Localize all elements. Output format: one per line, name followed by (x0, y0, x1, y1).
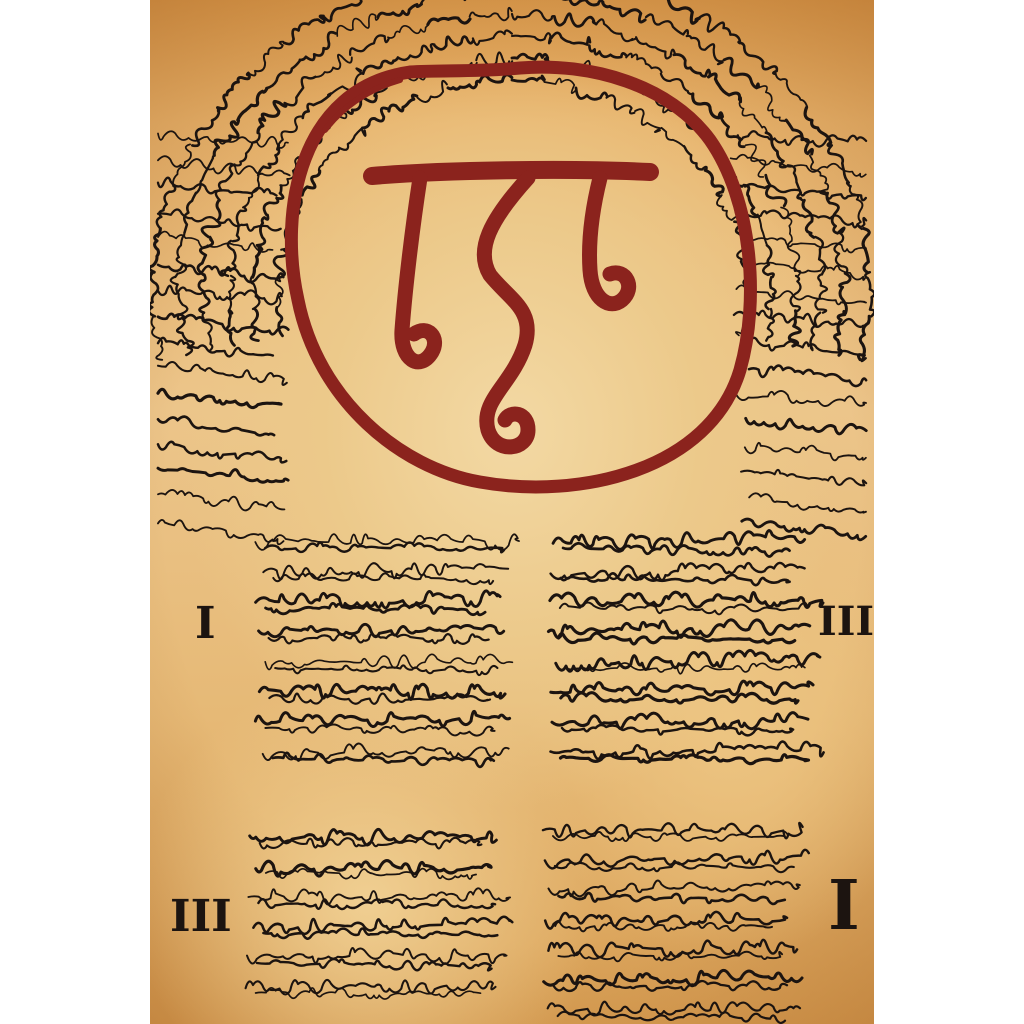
sigil-middle-stem (484, 178, 528, 447)
sigil-left-stem (402, 178, 435, 362)
sigil-icon (291, 67, 750, 487)
sigil-right-stem (589, 178, 628, 304)
numeral-iii-top-right: III (818, 598, 874, 645)
numeral-i-top-left: I (195, 598, 216, 649)
sigil-layer (150, 0, 874, 1024)
parchment-page (150, 0, 874, 1024)
numeral-iii-bottom-left: III (170, 891, 232, 942)
numeral-i-bottom-right: I (828, 866, 860, 946)
